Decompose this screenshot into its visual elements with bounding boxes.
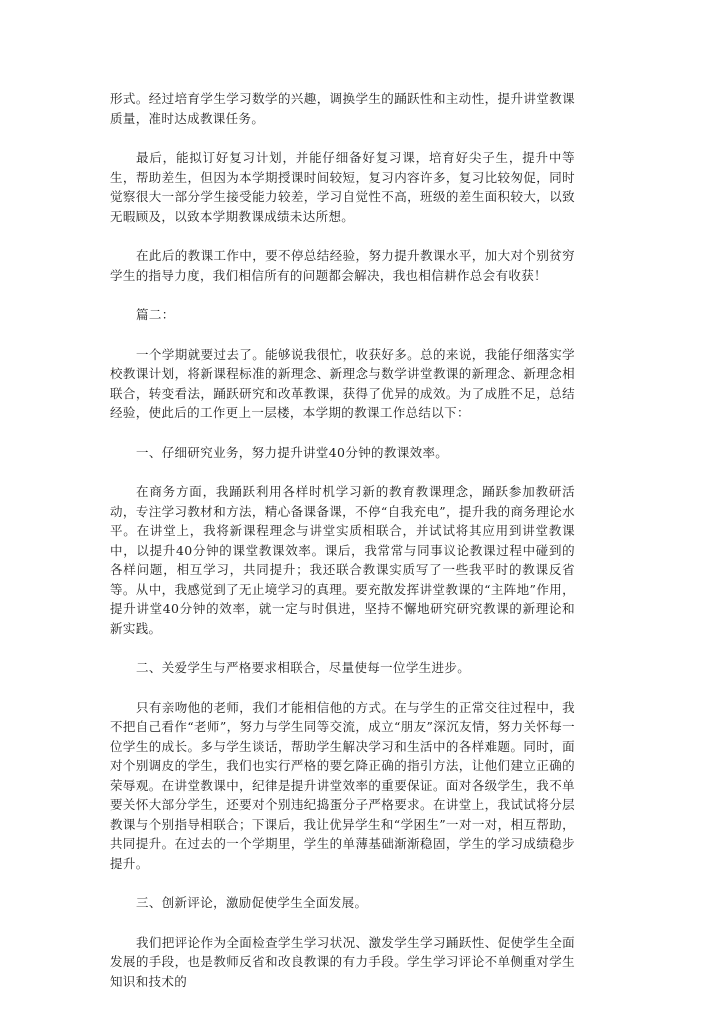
section-heading-part-two: 篇二：	[136, 307, 175, 322]
paragraph-9: 只有亲吻他的老师，我们才能相信他的方式。在与学生的正常交往过程中，我不把自己看作“老师”，努力与学生同等交流，成立“朋友”深沉友情，努力关怀每一位学生的成长。多与学生谈话，帮助学生解决学习和生活中的各样难题。同时，面对个别调皮的学生，我们也实行严格的要乞降正确的指引方法，让他们建立正确的荣辱观。在讲堂教课中，纪律是提升讲堂效率的重要保证。面对各级学生，我不单要关怀大部分学生，还要对个别违纪捣蛋分子严格要求。在讲堂上，我试试将分层教课与个别指导相联合；下课后，我让优异学生和“学困生”一对一对，相互帮助，共同提升。在过去的一个学期里，学生的单薄基础渐渐稳固，学生的学习成绩稳步提升。	[110, 699, 575, 871]
paragraph-3: 在此后的教课工作中，要不停总结经验，努力提升教课水平，加大对个别贫穷学生的指导力度，我们相信所有的问题都会解决，我也相信耕作总会有收获！	[110, 248, 575, 283]
paragraph-2: 最后，能拟订好复习计划，并能仔细备好复习课，培育好尖子生，提升中等生，帮助差生，但因为本学期授课时间较短，复习内容许多，复习比较匆促，同时觉察很大一部分学生接受能力较差，学习自觉性不高，班级的差生面积较大，以致无暇顾及，以致本学期教课成绩未达所想。	[110, 150, 575, 224]
paragraph-5: 一个学期就要过去了。能够说我很忙，收获好多。总的来说，我能仔细落实学校教课计划，将新课程标准的新理念、新理念与数学讲堂教课的新理念、新理念相联合，转变看法，踊跃研究和改革教课，获得了优异的成效。为了成胜不足，总结经验，使此后的工作更上一层楼，本学期的教课工作总结以下：	[110, 346, 575, 420]
document-body	[110, 89, 575, 1011]
paragraph-7: 在商务方面，我踊跃利用各样时机学习新的教育教课理念，踊跃参加教研活动，专注学习教材和方法，精心备课备课，不停“自我充电”，提升我的商务理论水平。在讲堂上，我将新课程理念与讲堂实质相联合，并试试将其应用到讲堂教课中，以提升40分钟的课堂教课效率。课后，我常常与同事议论教课过程中碰到的各样问题，相互学习，共同提升；我还联合教课实质写了一些我平时的教课反省等。从中，我感觉到了无止境学习的真理。要充散发挥讲堂教课的“主阵地”作用，提升讲堂40分钟的效率，就一定与时俱进，坚持不懈地研究研究教课的新理论和新实践。	[110, 484, 575, 636]
section-heading-2: 二、关爱学生与严格要求相联合，尽量使每一位学生进步。	[136, 660, 471, 675]
paragraph-1: 形式。经过培育学生学习数学的兴趣，调换学生的踊跃性和主动性，提升讲堂教课质量，准时达成教课任务。	[110, 91, 575, 126]
section-heading-3: 三、创新评论，激励促使学生全面发展。	[136, 895, 368, 910]
section-heading-1: 一、仔细研究业务，努力提升讲堂40分钟的教课效率。	[136, 444, 449, 460]
paragraph-11: 我们把评论作为全面检查学生学习状况、激发学生学习踊跃性、促使学生全面发展的手段，也是教师反省和改良教课的有力手段。学生学习评论不单侧重对学生知识和技术的	[110, 934, 575, 989]
